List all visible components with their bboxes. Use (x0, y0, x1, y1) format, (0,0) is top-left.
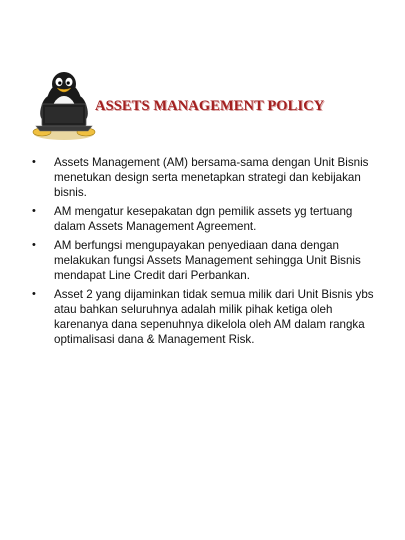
list-item-text: Asset 2 yang dijaminkan tidak semua milik dari Unit Bisnis ybs atau bahkan seluruhnya adalah milik pihak ketiga oleh karenanya dana sepenuhnya dikelola oleh AM dalam rangka optimalisasi dana & Management Risk. (54, 288, 374, 346)
bullet-symbol: • (32, 288, 36, 300)
bullet-symbol: • (32, 156, 36, 168)
list-item (22, 287, 382, 347)
list-item-text: AM mengatur kesepakatan dgn pemilik assets yg tertuang dalam Assets Management Agreement. (54, 205, 353, 233)
list-item-text: Assets Management (AM) bersama-sama dengan Unit Bisnis menetukan design serta menetapkan strategi dan kebijakan bisnis. (54, 156, 369, 199)
list-item-text: AM berfungsi mengupayakan penyediaan dana dengan melakukan fungsi Assets Management sehingga Unit Bisnis mendapat Line Credit dari Perbankan. (54, 239, 361, 282)
bullet-list (22, 155, 382, 351)
penguin-with-laptop-icon (28, 68, 100, 142)
bullet-symbol: • (32, 205, 36, 217)
list-item (22, 155, 382, 200)
list-item (22, 238, 382, 283)
slide-title: ASSETS MANAGEMENT POLICY (95, 98, 325, 114)
bullet-symbol: • (32, 239, 36, 251)
list-item (22, 204, 382, 234)
